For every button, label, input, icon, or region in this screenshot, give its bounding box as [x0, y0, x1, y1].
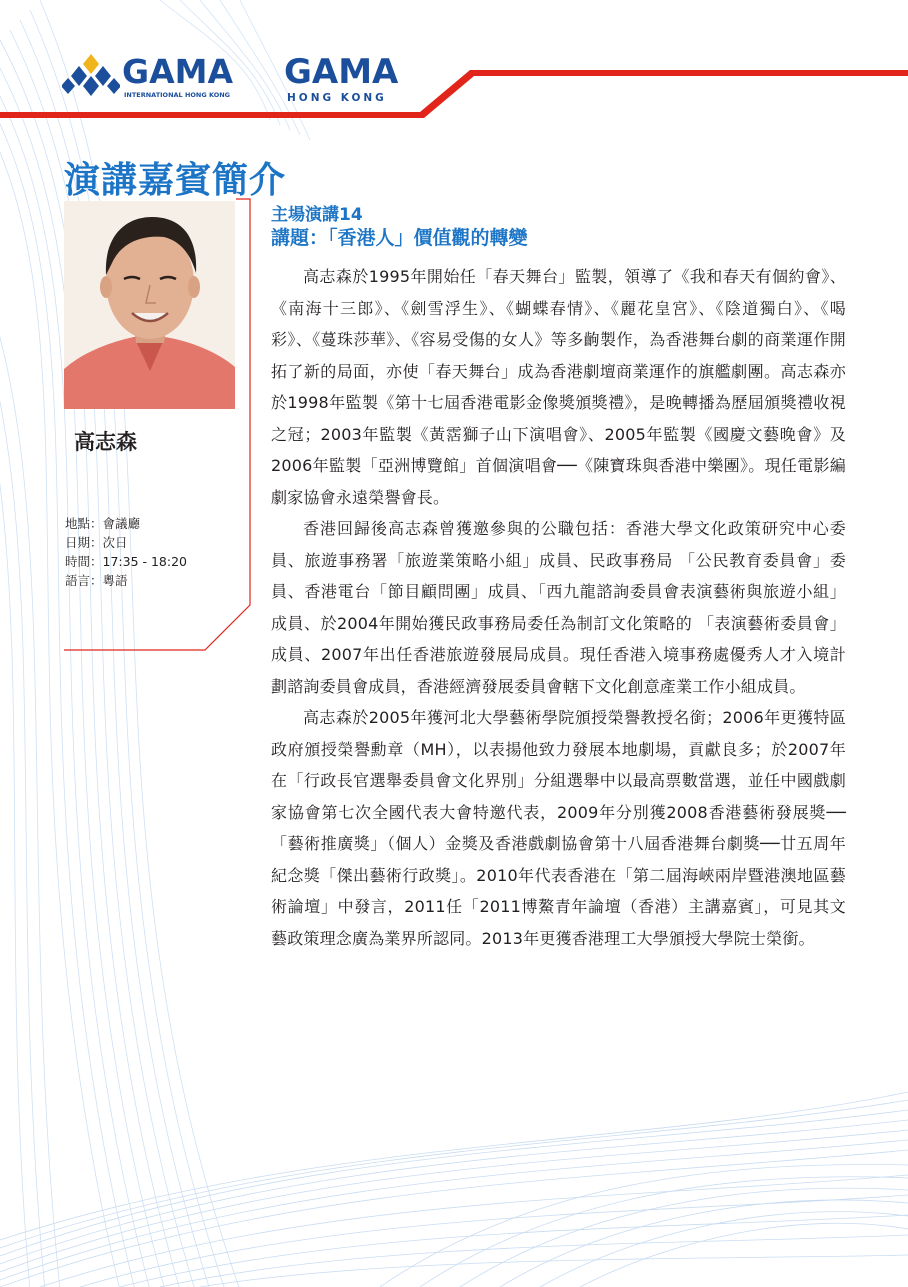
logo-subtitle: INTERNATIONAL HONG KONG: [124, 91, 231, 99]
logo-subtitle: HONG KONG: [287, 92, 387, 104]
gama-hongkong-logo: [284, 52, 404, 104]
venue-label: 地點：會議廳: [65, 516, 141, 531]
session-label: 主場演講14: [271, 205, 363, 225]
speaker-portrait-icon: [64, 201, 235, 409]
bio-paragraph: 香港回歸後高志森曾獲邀參與的公職包括：香港大學文化政策研究中心委員、旅遊事務署「旅遊業策略小組」成員、民政事務局 「公民教育委員會」委員、香港電台「節目顧問團」成員、「西九龍諮詢委員會表演藝術與旅遊小組」成員、於2004年開始獲民政事務局委任為制訂文化策略的 「表演藝術委員會」成員、2007年出任香港旅遊發展局成員。現任香港入境事務處優秀人才入境計劃諮詢委員會成員，香港經濟發展委員會轄下文化創意產業工作小組成員。: [271, 519, 846, 696]
header: [0, 0, 908, 130]
speaker-photo: [64, 201, 235, 409]
logo-wordmark: GAMA: [284, 52, 399, 92]
gama-diamond-icon: [62, 52, 120, 98]
session-heading: [271, 204, 528, 251]
bio-paragraph: 高志森於1995年開始任「春天舞台」監製，領導了《我和春天有個約會》、《南海十三郎》、《劍雪浮生》、《蝴蝶春情》、《麗花皇宮》、《陰道獨白》、《喝彩》、《蔓珠莎華》、《容易受傷的女人》等多齣製作，為香港舞台劇的商業運作開拓了新的局面，亦使「春天舞台」成為香港劇壇商業運作的旗艦劇團。高志森亦於1998年監製《第十七屆香港電影金像獎頒獎禮》，是晚轉播為歷屆頒獎禮收視之冠；2003年監製《黃霑獅子山下演唱會》、2005年監製《國慶文藝晚會》及2006年監製「亞洲博覽館」首個演唱會──《陳寶珠與香港中樂團》。現任電影編劇家協會永遠榮譽會長。: [271, 267, 846, 507]
session-topic: 講題：「香港人」價值觀的轉變: [271, 227, 528, 249]
bio-paragraph: 高志森於2005年獲河北大學藝術學院頒授榮譽教授名銜；2006年更獲特區政府頒授榮譽勳章（MH），以表揚他致力發展本地劇場，貢獻良多；於2007年在「行政長官選舉委員會文化界別」分組選舉中以最高票數當選，並任中國戲劇家協會第七次全國代表大會特邀代表，2009年分別獲2008香港藝術發展獎──「藝術推廣獎」（個人）金獎及香港戲劇協會第十八屆香港舞台劇獎──廿五周年紀念獎「傑出藝術行政獎」。2010年代表香港在「第二屆海峽兩岸暨港澳地區藝術論壇」中發言，2011任「2011博鰲青年論壇（香港）主講嘉賓」，可見其文藝政策理念廣為業界所認同。2013年更獲香港理工大學頒授大學院士榮銜。: [271, 708, 846, 948]
gama-international-logo: [62, 52, 252, 102]
page-title: 演講嘉賓簡介: [64, 160, 287, 201]
logo-wordmark: GAMA: [122, 52, 234, 91]
session-details: [65, 514, 187, 590]
speaker-biography: [271, 261, 846, 954]
date-label: 日期：次日: [65, 535, 128, 550]
speaker-name: 高志森: [74, 430, 137, 454]
time-label: 時間：17:35 - 18:20: [65, 554, 188, 569]
language-label: 語言：粵語: [65, 573, 128, 588]
